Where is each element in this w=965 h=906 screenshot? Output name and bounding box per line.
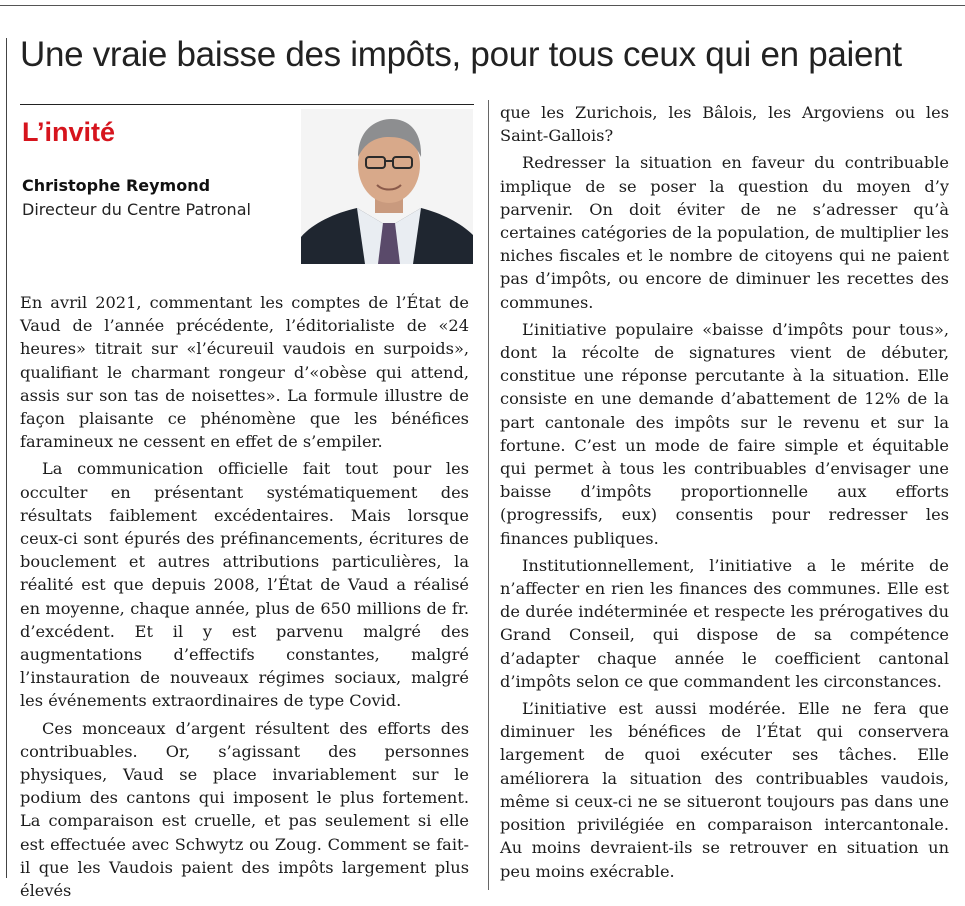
article-column-left [20, 291, 469, 906]
article-column-right [500, 101, 949, 887]
paragraph: La communication officielle fait tout pour les occulter en présentant systématiquement des résultats faiblement excédentaires. Mais lorsque ceux-ci sont épurés des préfinancements, écritures de bouclement et autres attributions particulières, la réalité est que depuis 2008, l’État de Vaud a réalisé en moyenne, chaque année, plus de 650 millions de fr. d’excédent. Et il y est parvenu malgré des augmentations d’effectifs constantes, malgré l’instauration de nouveaux régimes sociaux, malgré les événements extraordinaires de type Covid. [20, 459, 469, 711]
author-portrait [301, 109, 473, 264]
top-rule [0, 5, 965, 6]
paragraph: Redresser la situation en faveur du contribuable implique de se poser la question du moyen d’y parvenir. On doit éviter de ne s’adresser qu’à certaines catégories de la population, de multiplier les niches fiscales et le nombre de citoyens qui ne paient pas d’impôts, ou encore de diminuer les recettes des communes. [500, 153, 949, 312]
left-margin-rule [6, 38, 7, 878]
paragraph: Ces monceaux d’argent résultent des efforts des contribuables. Or, s’agissant des personnes physiques, Vaud se place invariablement sur le podium des cantons qui imposent le plus fortement. La comparaison est cruelle, et pas seulement si elle est effectuée avec Schwytz ou Zoug. Comment se fait-il que les Vaudois paient des impôts largement plus élevés [20, 718, 469, 901]
paragraph: que les Zurichois, les Bâlois, les Argoviens ou les Saint-Gallois? [500, 103, 949, 146]
author-role: Directeur du Centre Patronal [22, 200, 251, 219]
rubric-label: L’invité [22, 117, 116, 147]
column-divider [488, 100, 489, 890]
paragraph: L’initiative populaire «baisse d’impôts pour tous», dont la récolte de signatures vient de débuter, constitue une réponse percutante à la situation. Elle consiste en une demande d’abattement de 12% de la part cantonale des impôts sur le revenu et sur la fortune. C’est un mode de faire simple et équitable qui permet à tous les contribuables d’envisager une baisse d’impôts proportionnelle aux efforts (progressifs, eux) consentis pour redresser les finances publiques. [500, 319, 949, 548]
guest-box [20, 104, 474, 265]
headline: Une vraie baisse des impôts, pour tous ceux qui en paient [20, 35, 902, 74]
paragraph: Institutionnellement, l’initiative a le mérite de n’affecter en rien les finances des communes. Elle est de durée indéterminée et respecte les prérogatives du Grand Conseil, qui dispose de sa compétence d’adapter chaque année le coefficient cantonal d’impôts selon ce que commandent les circonstances. [500, 555, 949, 691]
paragraph: L’initiative est aussi modérée. Elle ne fera que diminuer les bénéfices de l’État qui conservera largement de quoi exécuter ses tâches. Elle améliorera la situation des contribuables vaudois, même si ceux-ci ne se situeront toujours pas dans une position privilégiée en comparaison intercantonale. Au moins devraient-ils se retrouver en situation un peu moins exécrable. [500, 699, 949, 881]
author-name: Christophe Reymond [22, 176, 211, 195]
paragraph: En avril 2021, commentant les comptes de l’État de Vaud de l’année précédente, l’éditorialiste de «24 heures» titrait sur «l’écureuil vaudois en surpoids», qualifiant le charmant rongeur d’«obèse qui attend, assis sur son tas de noisettes». La formule illustre de façon plaisante ce phénomène que les bénéfices faramineux ne cessent en effet de s’empiler. [20, 293, 469, 452]
